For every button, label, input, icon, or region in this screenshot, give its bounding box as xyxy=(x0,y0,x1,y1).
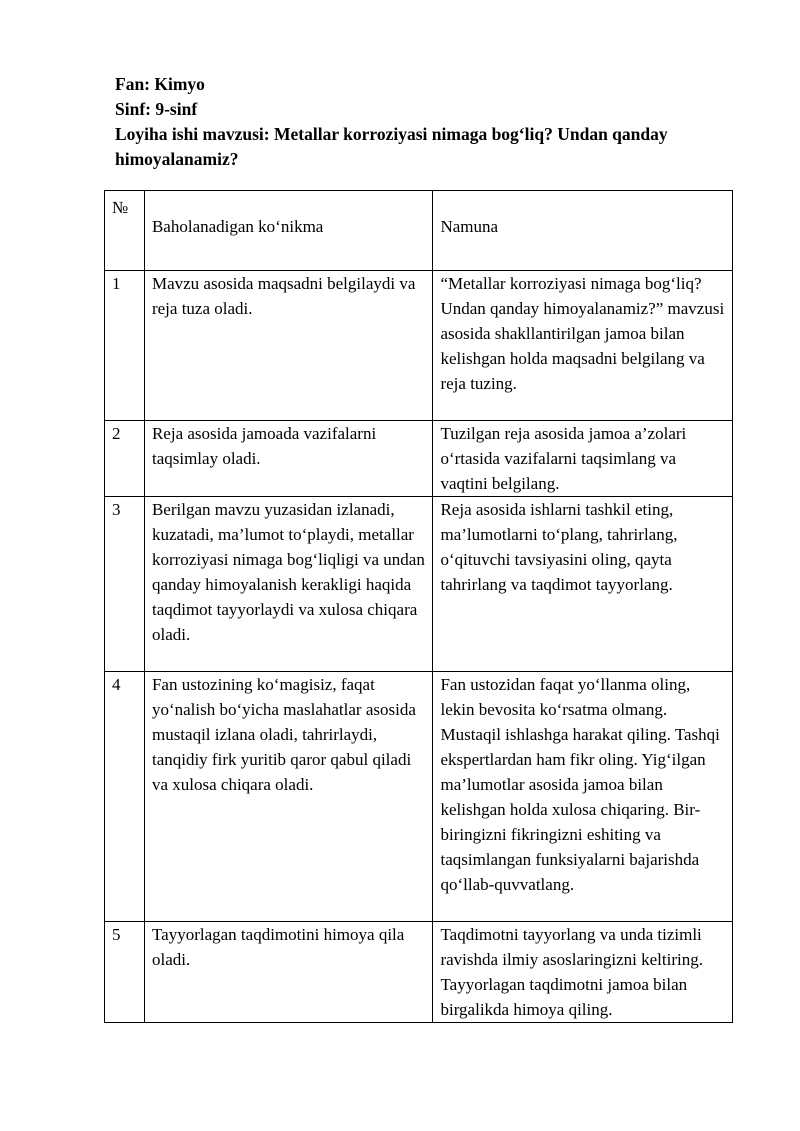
skill-cell: Reja asosida jamoada vazifalarni taqsimlay oladi. xyxy=(144,421,433,497)
example-cell: “Metallar korroziyasi nimaga bog‘liq? Undan qanday himoyalanamiz?” mavzusi asosida shakllantirilgan jamoa bilan kelishgan holda maqsadni belgilang va reja tuzing. xyxy=(433,271,733,421)
document-header xyxy=(115,72,735,172)
column-header-example xyxy=(433,191,733,271)
skill-cell: Tayyorlagan taqdimotini himoya qila oladi. xyxy=(144,922,433,1023)
row-number: 5 xyxy=(105,922,145,1023)
column-header-number: № xyxy=(105,191,145,271)
table-row xyxy=(105,421,733,497)
grade-line: Sinf: 9-sinf xyxy=(115,99,198,119)
column-header-skill-label: Baholanadigan ko‘nikma xyxy=(151,217,324,236)
skill-cell: Fan ustozining ko‘magisiz, faqat yo‘nalish bo‘yicha maslahatlar asosida mustaqil izlana oladi, tahrirlaydi, tanqidiy firk yuritib qaror qabul qiladi va xulosa chiqara oladi. xyxy=(144,672,433,922)
skill-cell: Mavzu asosida maqsadni belgilaydi va reja tuza oladi. xyxy=(144,271,433,421)
table-row xyxy=(105,922,733,1023)
row-number: 3 xyxy=(105,497,145,672)
example-cell: Tuzilgan reja asosida jamoa a’zolari o‘rtasida vazifalarni taqsimlang va vaqtini belgilang. xyxy=(433,421,733,497)
table-row xyxy=(105,672,733,922)
subject-line: Fan: Kimyo xyxy=(115,74,205,94)
row-number: 1 xyxy=(105,271,145,421)
row-number: 4 xyxy=(105,672,145,922)
table-row xyxy=(105,497,733,672)
example-cell: Fan ustozidan faqat yo‘llanma oling, lekin bevosita ko‘rsatma olmang. Mustaqil ishlashga harakat qiling. Tashqi ekspertlardan ham fikr oling. Yig‘ilgan ma’lumotlar asosida jamoa bilan kelishgan holda xulosa chiqaring. Bir-biringizni fikringizni eshiting va taqsimlangan funksiyalarni bajarishda qo‘llab-quvvatlang. xyxy=(433,672,733,922)
column-header-example-label: Namuna xyxy=(440,217,499,236)
example-cell: Reja asosida ishlarni tashkil eting, ma’lumotlarni to‘plang, tahrirlang, o‘qituvchi tavsiyasini oling, qayta tahrirlang va taqdimot tayyorlang. xyxy=(433,497,733,672)
topic-line: Loyiha ishi mavzusi: Metallar korroziyasi nimaga bog‘liq? Undan qanday himoyalanamiz? xyxy=(115,124,668,169)
skill-cell: Berilgan mavzu yuzasidan izlanadi, kuzatadi, ma’lumot to‘playdi, metallar korroziyasi nimaga bog‘liqligi va undan qanday himoyalanish kerakligi haqida taqdimot tayyorlaydi va xulosa chiqara oladi. xyxy=(144,497,433,672)
assessment-table xyxy=(104,190,733,1023)
column-header-skill xyxy=(144,191,433,271)
example-cell: Taqdimotni tayyorlang va unda tizimli ravishda ilmiy asoslaringizni keltiring. Tayyorlagan taqdimotni jamoa bilan birgalikda himoya qiling. xyxy=(433,922,733,1023)
row-number: 2 xyxy=(105,421,145,497)
table-row xyxy=(105,271,733,421)
table-header-row xyxy=(105,191,733,271)
